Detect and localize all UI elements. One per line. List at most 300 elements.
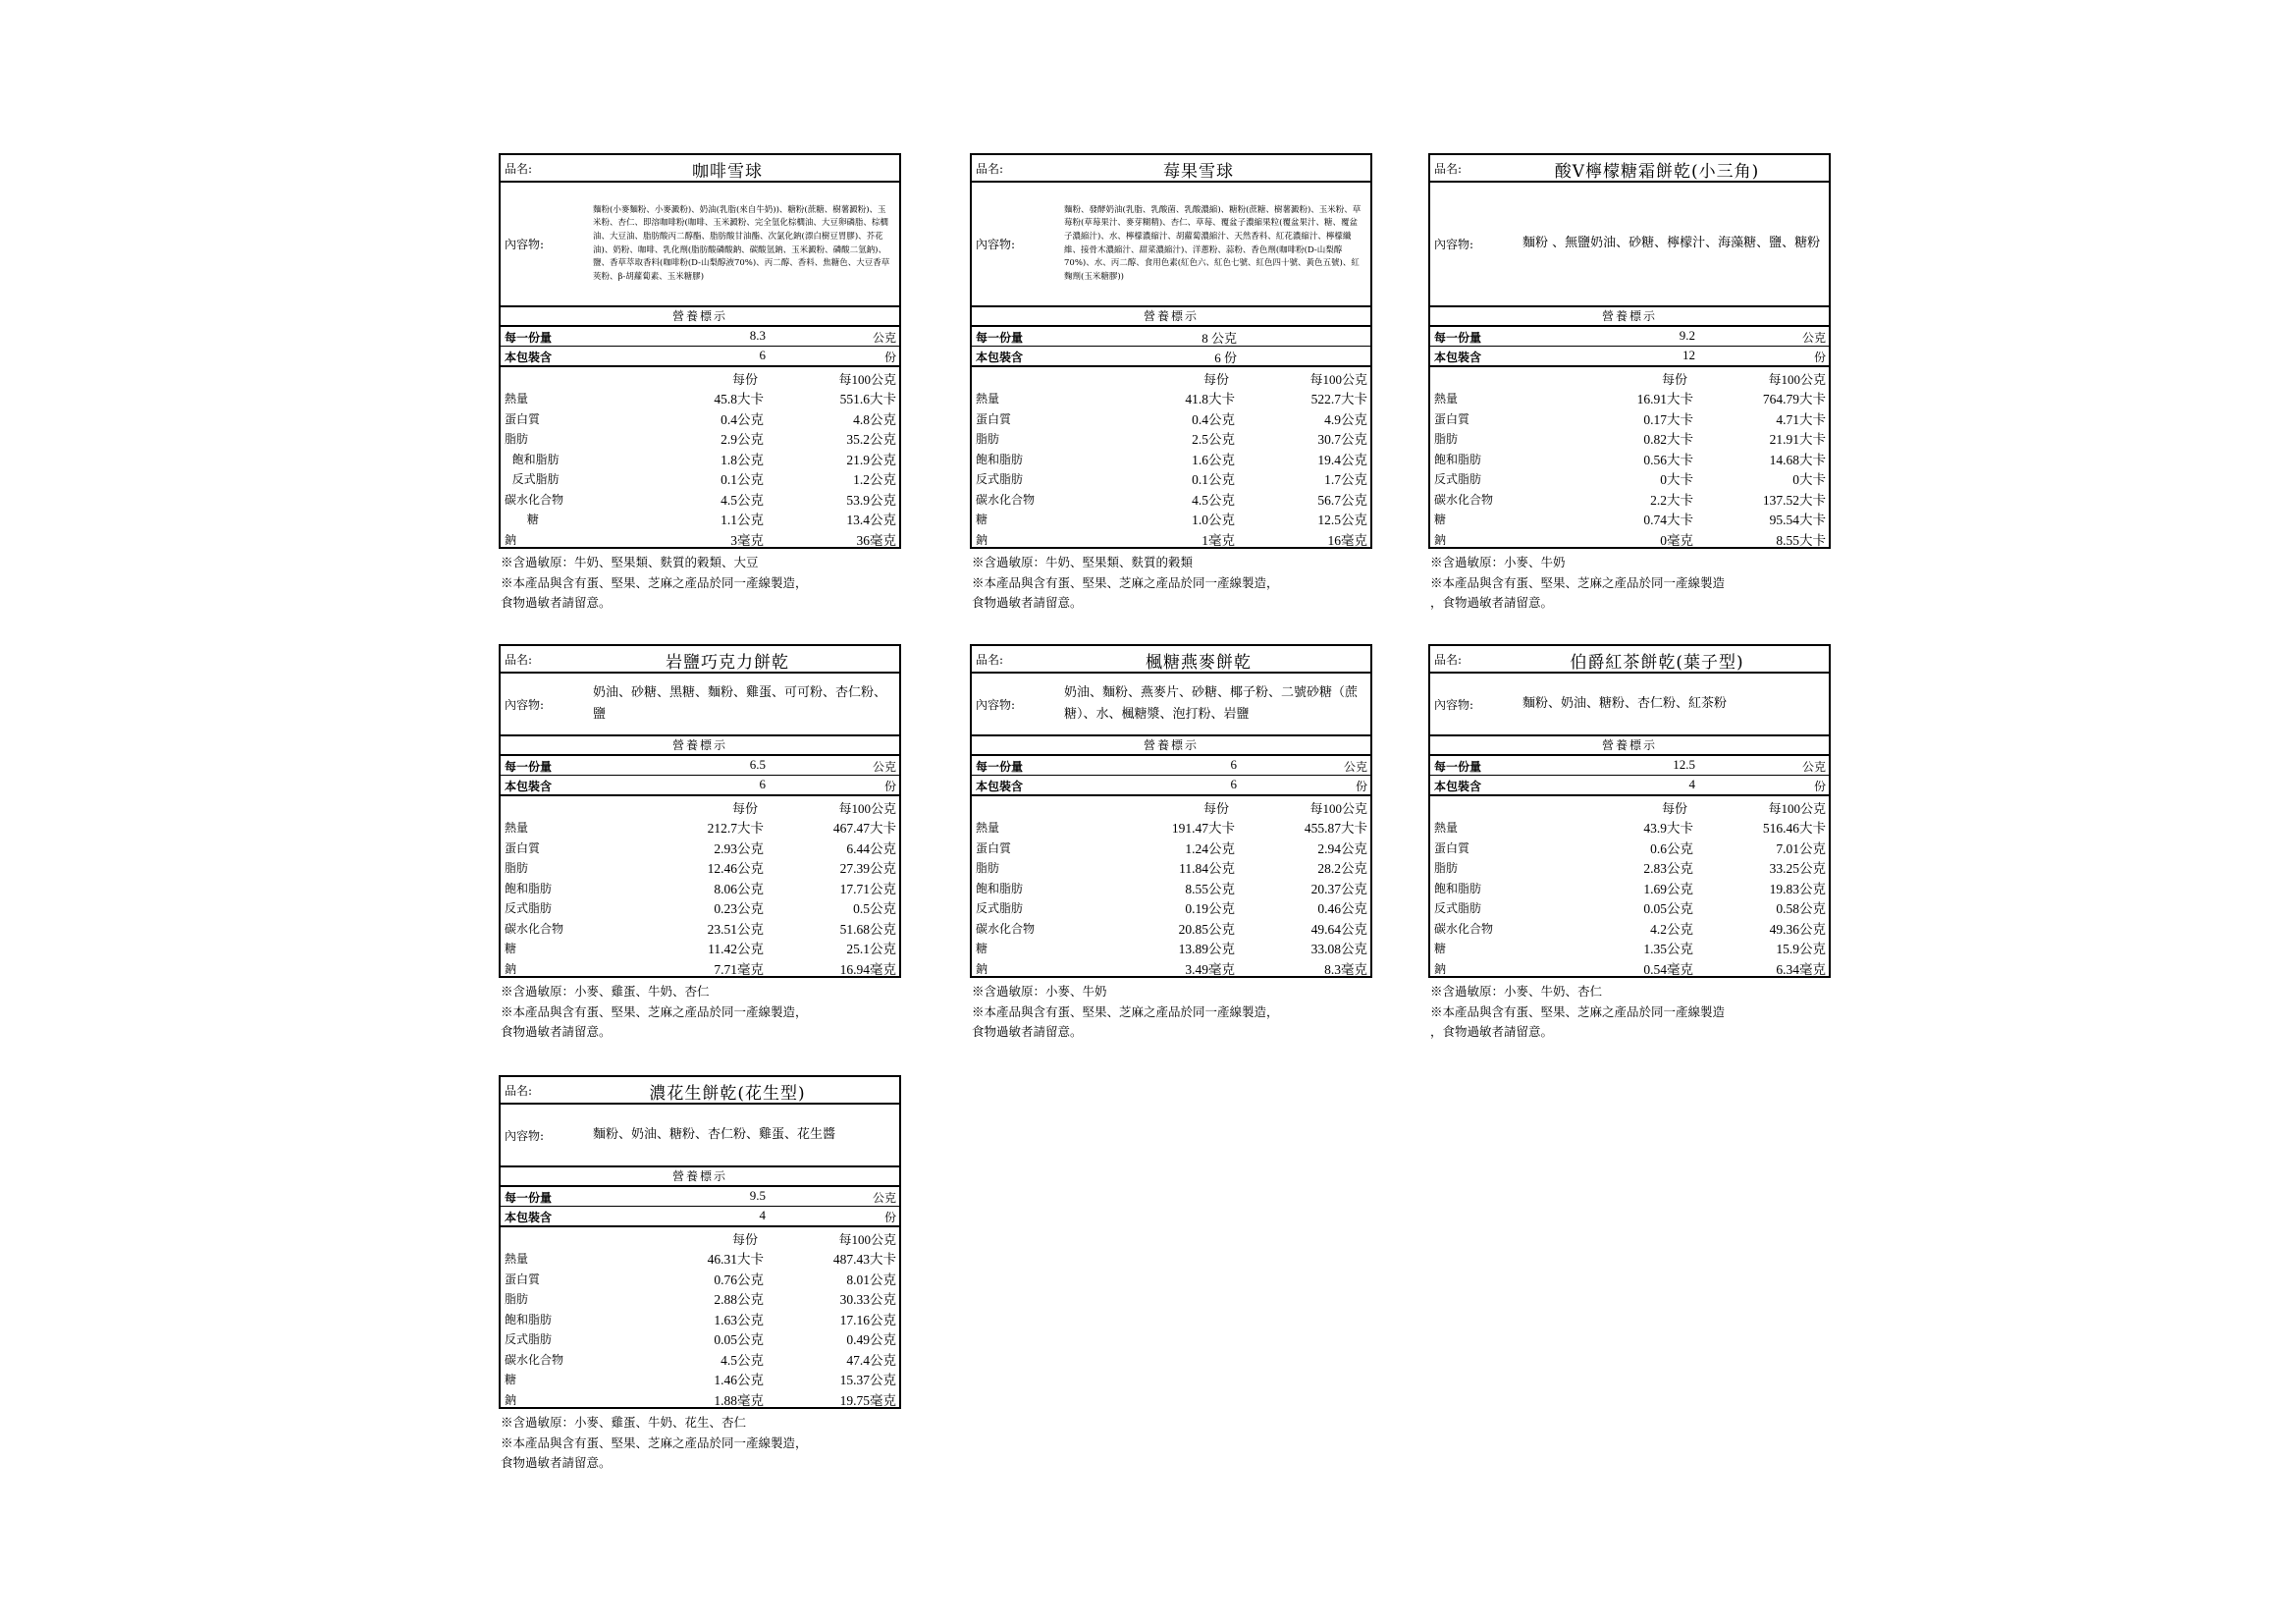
nutrient-row: [1430, 855, 1829, 876]
allergen-note-line: ※本產品與含有蛋、堅果、芝麻之產品於同一產線製造: [1430, 1003, 1726, 1019]
ingredients-text: 麵粉、奶油、糖粉、杏仁粉、雞蛋、花生醬: [593, 1126, 836, 1142]
nutrient-row: [501, 527, 899, 548]
serving-size-value: 8.3: [749, 328, 766, 343]
nutrient-label: 糖: [505, 1373, 517, 1386]
nutrient-per-100g: 6.44公克: [846, 840, 896, 856]
nutrient-per-serving: 1毫克: [1201, 532, 1235, 548]
nutrition-column-headers: [972, 367, 1370, 386]
allergen-note-line: ※本產品與含有蛋、堅果、芝麻之產品於同一產線製造，: [501, 1435, 808, 1450]
per-100g-header: 每100公克: [1309, 372, 1367, 387]
serving-size-value: 8 公克: [1201, 331, 1237, 346]
nutrient-label: 熱量: [976, 392, 1000, 406]
nutrition-column-headers: [1430, 796, 1829, 815]
servings-unit: 份: [1813, 780, 1826, 793]
product-card: [970, 644, 1372, 1043]
nutrient-row: [972, 406, 1370, 427]
servings-per-pack-value: 6: [759, 777, 766, 791]
nutrient-per-serving: 16.91大卡: [1636, 392, 1693, 406]
per-serving-header: 每份: [1202, 801, 1229, 816]
nutrient-per-100g: 36毫克: [856, 532, 896, 548]
nutrient-label: 反式脂肪: [1434, 901, 1482, 915]
nutrition-column-headers: [501, 367, 899, 386]
ingredients-label: 內容物:: [976, 697, 1016, 712]
nutrient-per-100g: 33.08公克: [1310, 942, 1367, 956]
nutrient-per-100g: 12.5公克: [1317, 513, 1367, 527]
servings-per-pack-label: 本包裝含: [505, 780, 553, 793]
product-name-row: [501, 1077, 899, 1105]
product-name-row: [1430, 155, 1829, 183]
nutrient-per-serving: 0.1公克: [721, 472, 764, 487]
allergen-note-line: ※本產品與含有蛋、堅果、芝麻之產品於同一產線製造，: [972, 574, 1279, 590]
servings-per-pack-row: [972, 347, 1370, 367]
nutrient-label: 熱量: [505, 392, 529, 406]
nutrient-per-serving: 0.4公克: [721, 411, 764, 427]
nutrient-label: 鈉: [976, 961, 988, 976]
nutrient-label: 熱量: [1434, 821, 1459, 835]
nutrient-row: [501, 1246, 899, 1267]
nutrient-per-serving: 11.42公克: [708, 942, 764, 956]
product-name: 咖啡雪球: [692, 162, 763, 182]
nutrient-row: [501, 855, 899, 876]
nutrient-per-100g: 49.36公克: [1769, 921, 1826, 937]
nutrient-row: [972, 426, 1370, 447]
ingredients-text: 麵粉、奶油、糖粉、杏仁粉、紅茶粉: [1522, 695, 1728, 711]
nutrient-label: 糖: [505, 942, 517, 955]
nutrient-label: 熱量: [505, 1252, 529, 1266]
product-name-row: [501, 155, 899, 183]
allergen-note-line: ※含過敏原：牛奶、堅果類、麩質的穀類、大豆: [501, 555, 759, 569]
nutrient-per-100g: 19.4公克: [1317, 452, 1367, 467]
nutrient-per-serving: 45.8大卡: [714, 392, 764, 406]
nutrient-per-100g: 7.01公克: [1776, 840, 1826, 856]
per-serving-header: 每份: [731, 1232, 758, 1247]
ingredients-label: 內容物:: [976, 238, 1016, 251]
nutrient-row: [501, 936, 899, 956]
servings-per-pack-label: 本包裝含: [1434, 351, 1482, 364]
nutrient-per-100g: 15.37公克: [839, 1373, 896, 1387]
per-serving-header: 每份: [1661, 372, 1687, 387]
serving-size-value: 6.5: [749, 757, 766, 772]
per-100g-header: 每100公克: [838, 372, 896, 387]
allergen-note-line: ※含過敏原：小麥、牛奶、杏仁: [1430, 984, 1603, 999]
nutrient-per-100g: 455.87大卡: [1304, 821, 1367, 836]
allergen-notes: [1428, 553, 1831, 614]
nutrient-row: [972, 895, 1370, 916]
product-card: [499, 153, 901, 614]
servings-unit: 份: [883, 1211, 896, 1224]
nutrient-per-serving: 20.85公克: [1178, 921, 1235, 937]
nutrient-per-serving: 1.35公克: [1643, 942, 1693, 956]
servings-per-pack-value: 4: [1688, 777, 1695, 791]
serving-size-unit: 公克: [1801, 760, 1826, 774]
ingredients-label: 內容物:: [505, 1128, 545, 1143]
nutrient-row: [1430, 466, 1829, 487]
nutrient-per-100g: 516.46大卡: [1762, 821, 1826, 836]
nutrient-row: [501, 386, 899, 406]
nutrient-per-serving: 1.8公克: [721, 452, 764, 467]
nutrient-label: 熱量: [505, 821, 529, 835]
nutrient-label: 蛋白質: [505, 840, 541, 855]
nutrient-row: [501, 815, 899, 836]
nutrition-box: [970, 153, 1372, 549]
allergen-notes: [499, 982, 901, 1043]
nutrient-per-100g: 0.58公克: [1776, 901, 1826, 916]
serving-size-row: [972, 756, 1370, 776]
nutrient-per-100g: 0.5公克: [853, 901, 896, 916]
nutrient-row: [972, 836, 1370, 856]
nutrient-per-serving: 2.5公克: [1192, 432, 1235, 447]
nutrient-per-100g: 4.71大卡: [1776, 411, 1826, 427]
nutrient-row: [972, 466, 1370, 487]
nutrient-row: [501, 1347, 899, 1368]
ingredients-text: 奶油、麵粉、燕麥片、砂糖、椰子粉、二號砂糖（蔗糖）、水、楓糖漿、泡打粉、岩鹽: [1064, 684, 1359, 722]
nutrient-row: [501, 507, 899, 527]
nutrient-label: 熱量: [1434, 392, 1459, 406]
ingredients-text: 麵粉、發酵奶油(乳脂、乳酸菌、乳酸濃縮)、糖粉(蔗糖、樹薯澱粉)、玉米粉、草莓粉(草莓果汁、麥芽糊精)、杏仁、草莓、覆盆子濃縮果粒(覆盆果汁、糖、覆盆子濃縮汁)、水、檸檬濃縮汁、胡蘿蔔濃縮汁、天然香料、紅花濃縮汁、檸檬纖維、接骨木濃縮汁、甜菜濃縮汁)、洋蔥粉、蒜粉、香色劑(咖啡粉(D-山梨醇70%)、水、丙二醇、食用色素(紅色六、紅色七號、紅色四十號、黃色五號)、紅麴劑(玉米糖膠)): [1064, 204, 1362, 282]
nutrient-per-serving: 0.05公克: [1643, 901, 1693, 916]
nutrient-per-serving: 2.88公克: [714, 1292, 764, 1307]
nutrient-per-100g: 19.75毫克: [839, 1392, 896, 1408]
product-name: 岩鹽巧克力餅乾: [666, 653, 789, 673]
nutrition-facts-heading: 營養標示: [501, 307, 899, 327]
nutrient-row: [501, 1387, 899, 1408]
product-name-row: [972, 646, 1370, 674]
nutrient-per-100g: 19.83公克: [1769, 881, 1826, 896]
nutrient-label: 反式脂肪: [976, 901, 1024, 915]
nutrient-row: [972, 916, 1370, 937]
nutrient-per-100g: 0.49公克: [846, 1332, 896, 1347]
nutrient-row: [501, 836, 899, 856]
nutrient-row: [972, 487, 1370, 508]
nutrient-per-serving: 1.6公克: [1192, 452, 1235, 467]
ingredients-text: 麵粉 、無鹽奶油、砂糖、檸檬汁、海藻糖、鹽、糖粉: [1522, 236, 1821, 251]
allergen-note-line: 食物過敏者請留意。: [972, 595, 1083, 611]
nutrient-per-100g: 8.01公克: [846, 1272, 896, 1287]
nutrient-row: [501, 1307, 899, 1327]
nutrient-per-100g: 20.37公克: [1310, 881, 1367, 896]
nutrient-label: 脂肪: [976, 861, 1000, 875]
nutrient-per-100g: 27.39公克: [839, 861, 896, 876]
nutrient-per-100g: 28.2公克: [1317, 861, 1367, 876]
nutrient-row: [1430, 815, 1829, 836]
nutrient-label: 脂肪: [505, 1292, 529, 1306]
nutrition-facts-heading: 營養標示: [501, 736, 899, 756]
nutrient-label: 糖: [505, 513, 539, 526]
ingredients-row: [501, 674, 899, 736]
nutrient-label: 反式脂肪: [1434, 472, 1482, 486]
serving-size-label: 每一份量: [1434, 760, 1482, 774]
nutrient-per-serving: 0.54毫克: [1643, 961, 1693, 977]
product-card: [970, 153, 1372, 614]
product-name: 莓果雪球: [1163, 162, 1234, 182]
nutrient-row: [1430, 876, 1829, 896]
ingredients-label: 內容物:: [1434, 238, 1474, 251]
serving-size-value: 6: [1230, 757, 1237, 772]
nutrient-row: [1430, 527, 1829, 548]
nutrient-label: 鈉: [505, 1392, 517, 1407]
product-name-label: 品名:: [1434, 162, 1463, 176]
nutrient-per-serving: 4.5公克: [1192, 492, 1235, 508]
product-card: [499, 644, 901, 1043]
nutrient-row: [501, 1286, 899, 1307]
nutrient-per-serving: 2.83公克: [1643, 861, 1693, 876]
nutrient-per-serving: 3.49毫克: [1185, 961, 1235, 977]
nutrient-label: 飽和脂肪: [976, 881, 1024, 895]
nutrient-row: [1430, 507, 1829, 527]
product-name: 楓糖燕麥餅乾: [1146, 653, 1252, 673]
nutrient-row: [501, 1367, 899, 1387]
nutrient-label: 脂肪: [976, 432, 1000, 446]
servings-per-pack-row: [1430, 347, 1829, 367]
nutrient-label: 糖: [976, 513, 988, 526]
nutrient-per-100g: 30.33公克: [839, 1292, 896, 1307]
nutrient-per-100g: 6.34毫克: [1776, 961, 1826, 977]
nutrient-row: [501, 487, 899, 508]
ingredients-text: 奶油、砂糖、黑糖、麵粉、雞蛋、可可粉、杏仁粉、鹽: [593, 684, 887, 722]
nutrient-per-100g: 53.9公克: [846, 492, 896, 508]
nutrient-per-100g: 0.46公克: [1317, 901, 1367, 916]
ingredients-row: [1430, 674, 1829, 736]
ingredients-label: 內容物:: [505, 697, 545, 712]
nutrient-label: 碳水化合物: [976, 921, 1036, 936]
product-name-label: 品名:: [505, 1084, 533, 1098]
nutrient-per-100g: 21.91大卡: [1769, 432, 1826, 447]
allergen-note-line: ※含過敏原：小麥、牛奶: [972, 984, 1107, 999]
servings-unit: 份: [1355, 780, 1367, 793]
nutrient-per-100g: 14.68大卡: [1769, 452, 1826, 467]
nutrient-label: 鈉: [505, 961, 517, 976]
nutrient-per-100g: 51.68公克: [839, 921, 896, 937]
nutrient-label: 蛋白質: [505, 411, 541, 426]
nutrient-label: 糖: [1434, 942, 1447, 955]
nutrient-label: 飽和脂肪: [976, 452, 1024, 466]
nutrient-row: [1430, 386, 1829, 406]
nutrition-facts-heading: 營養標示: [501, 1167, 899, 1187]
allergen-note-line: ※含過敏原：牛奶、堅果類、麩質的穀類: [972, 555, 1194, 569]
servings-per-pack-row: [501, 1207, 899, 1227]
nutrition-facts-heading: 營養標示: [972, 307, 1370, 327]
nutrient-per-100g: 17.71公克: [839, 881, 896, 896]
serving-size-label: 每一份量: [1434, 331, 1482, 345]
nutrient-per-100g: 15.9公克: [1776, 942, 1826, 956]
nutrition-box: [499, 644, 901, 978]
allergen-note-line: ，食物過敏者請留意。: [1430, 595, 1554, 611]
per-100g-header: 每100公克: [838, 801, 896, 816]
servings-per-pack-value: 6: [759, 348, 766, 362]
per-serving-header: 每份: [1661, 801, 1687, 816]
serving-size-row: [501, 756, 899, 776]
allergen-notes: [499, 1413, 901, 1474]
servings-per-pack-row: [501, 776, 899, 796]
ingredients-row: [1430, 183, 1829, 307]
serving-size-row: [972, 327, 1370, 347]
nutrient-label: 脂肪: [505, 861, 529, 875]
product-name-row: [972, 155, 1370, 183]
per-100g-header: 每100公克: [1768, 801, 1826, 816]
nutrient-per-serving: 0大卡: [1660, 472, 1693, 487]
ingredients-row: [972, 183, 1370, 307]
nutrient-row: [972, 876, 1370, 896]
nutrient-row: [501, 956, 899, 977]
nutrient-per-serving: 0.1公克: [1192, 472, 1235, 487]
serving-size-unit: 公克: [872, 760, 896, 774]
nutrition-column-headers: [501, 796, 899, 815]
nutrient-per-100g: 522.7大卡: [1310, 392, 1367, 406]
nutrient-per-100g: 21.9公克: [846, 452, 896, 467]
nutrient-per-serving: 46.31大卡: [707, 1252, 764, 1267]
nutrient-per-serving: 0.74大卡: [1643, 513, 1693, 527]
nutrient-per-serving: 13.89公克: [1178, 942, 1235, 956]
nutrient-label: 糖: [1434, 513, 1447, 526]
nutrient-label: 蛋白質: [505, 1272, 541, 1286]
nutrition-facts-heading: 營養標示: [972, 736, 1370, 756]
nutrition-box: [1428, 644, 1831, 978]
per-100g-header: 每100公克: [1309, 801, 1367, 816]
nutrient-label: 糖: [976, 942, 988, 955]
nutrient-per-serving: 0.17大卡: [1643, 411, 1693, 427]
nutrient-per-serving: 191.47大卡: [1171, 821, 1235, 836]
nutrient-row: [501, 426, 899, 447]
nutrient-row: [972, 936, 1370, 956]
per-serving-header: 每份: [731, 372, 758, 387]
nutrient-per-serving: 11.84公克: [1179, 861, 1235, 876]
nutrient-row: [1430, 936, 1829, 956]
serving-size-label: 每一份量: [976, 331, 1024, 345]
nutrient-per-serving: 3毫克: [730, 532, 764, 548]
serving-size-unit: 公克: [1343, 760, 1367, 774]
allergen-notes: [499, 553, 901, 614]
allergen-note-line: ※含過敏原：小麥、雞蛋、牛奶、杏仁: [501, 984, 710, 999]
allergen-note-line: 食物過敏者請留意。: [501, 1024, 612, 1040]
nutrient-per-100g: 49.64公克: [1310, 921, 1367, 937]
per-serving-header: 每份: [1202, 372, 1229, 387]
allergen-note-line: ※本產品與含有蛋、堅果、芝麻之產品於同一產線製造，: [501, 574, 808, 590]
nutrient-per-100g: 8.3毫克: [1324, 961, 1367, 977]
nutrient-label: 鈉: [1434, 532, 1447, 547]
nutrient-row: [1430, 447, 1829, 467]
nutrient-per-100g: 16毫克: [1327, 532, 1367, 548]
nutrient-label: 蛋白質: [976, 411, 1012, 426]
serving-size-unit: 公克: [1801, 331, 1826, 345]
nutrient-per-serving: 8.06公克: [714, 881, 764, 896]
nutrient-label: 碳水化合物: [1434, 921, 1494, 936]
nutrient-label: 飽和脂肪: [1434, 452, 1482, 466]
nutrient-row: [972, 527, 1370, 548]
nutrient-row: [972, 956, 1370, 977]
nutrient-per-serving: 4.5公克: [721, 492, 764, 508]
nutrition-box: [499, 1075, 901, 1409]
nutrient-per-serving: 1.1公克: [721, 513, 764, 527]
nutrient-row: [1430, 895, 1829, 916]
nutrient-per-100g: 467.47大卡: [832, 821, 896, 836]
serving-size-value: 9.5: [749, 1188, 766, 1203]
nutrient-per-100g: 95.54大卡: [1769, 513, 1826, 527]
product-name-row: [1430, 646, 1829, 674]
nutrient-per-100g: 25.1公克: [846, 942, 896, 956]
nutrient-per-serving: 8.55公克: [1185, 881, 1235, 896]
nutrient-row: [1430, 426, 1829, 447]
serving-size-value: 12.5: [1673, 757, 1695, 772]
nutrient-per-serving: 1.63公克: [714, 1312, 764, 1327]
nutrient-row: [501, 447, 899, 467]
nutrient-per-serving: 1.46公克: [714, 1373, 764, 1387]
nutrient-per-100g: 13.4公克: [846, 513, 896, 527]
nutrient-per-serving: 2.93公克: [714, 840, 764, 856]
servings-per-pack-value: 6 份: [1214, 351, 1237, 365]
product-card: [1428, 153, 1831, 614]
nutrient-per-serving: 0.23公克: [714, 901, 764, 916]
nutrient-row: [972, 386, 1370, 406]
nutrient-per-serving: 43.9大卡: [1643, 821, 1693, 836]
nutrient-per-serving: 41.8大卡: [1185, 392, 1235, 406]
allergen-notes: [970, 553, 1372, 614]
nutrient-label: 飽和脂肪: [505, 881, 553, 895]
serving-size-value: 9.2: [1679, 328, 1695, 343]
nutrient-per-100g: 551.6大卡: [839, 392, 896, 406]
nutrient-label: 反式脂肪: [505, 901, 553, 915]
product-name-label: 品名:: [976, 162, 1004, 176]
nutrient-row: [501, 895, 899, 916]
product-name-label: 品名:: [1434, 653, 1463, 667]
servings-per-pack-value: 6: [1230, 777, 1237, 791]
nutrient-per-serving: 1.0公克: [1192, 513, 1235, 527]
allergen-note-line: 食物過敏者請留意。: [501, 595, 612, 611]
nutrient-per-serving: 0.19公克: [1185, 901, 1235, 916]
nutrient-per-100g: 137.52大卡: [1762, 492, 1826, 508]
nutrient-label: 碳水化合物: [505, 1352, 564, 1367]
nutrient-row: [501, 916, 899, 937]
nutrient-label: 反式脂肪: [976, 472, 1024, 486]
allergen-note-line: ※含過敏原：小麥、牛奶: [1430, 555, 1566, 569]
servings-per-pack-label: 本包裝含: [505, 1211, 553, 1224]
nutrient-per-100g: 487.43大卡: [832, 1252, 896, 1267]
nutrition-facts-heading: 營養標示: [1430, 736, 1829, 756]
per-serving-header: 每份: [731, 801, 758, 816]
allergen-note-line: 食物過敏者請留意。: [501, 1455, 612, 1471]
nutrient-label: 飽和脂肪: [505, 452, 560, 466]
nutrient-per-100g: 8.55大卡: [1776, 532, 1826, 548]
product-name: 濃花生餅乾(花生型): [649, 1084, 806, 1104]
serving-size-row: [501, 1187, 899, 1207]
servings-per-pack-label: 本包裝含: [976, 351, 1024, 364]
nutrient-row: [972, 815, 1370, 836]
nutrient-label: 飽和脂肪: [1434, 881, 1482, 895]
nutrient-label: 飽和脂肪: [505, 1312, 553, 1326]
serving-size-label: 每一份量: [505, 1191, 553, 1205]
servings-per-pack-value: 12: [1682, 348, 1695, 362]
nutrient-label: 碳水化合物: [1434, 492, 1494, 507]
nutrient-per-serving: 0.6公克: [1650, 840, 1693, 856]
nutrient-per-serving: 0.05公克: [714, 1332, 764, 1347]
nutrient-per-serving: 2.2大卡: [1650, 492, 1693, 508]
servings-per-pack-row: [1430, 776, 1829, 796]
nutrient-per-100g: 16.94毫克: [839, 961, 896, 977]
nutrient-label: 碳水化合物: [505, 492, 564, 507]
allergen-notes: [1428, 982, 1831, 1043]
allergen-note-line: ※本產品與含有蛋、堅果、芝麻之產品於同一產線製造: [1430, 574, 1726, 590]
serving-size-row: [1430, 327, 1829, 347]
allergen-note-line: ，食物過敏者請留意。: [1430, 1024, 1554, 1040]
nutrient-row: [501, 466, 899, 487]
nutrient-label: 蛋白質: [976, 840, 1012, 855]
nutrient-per-100g: 2.94公克: [1317, 840, 1367, 856]
allergen-note-line: ※含過敏原：小麥、雞蛋、牛奶、花生、杏仁: [501, 1415, 747, 1430]
servings-per-pack-label: 本包裝含: [505, 351, 553, 364]
nutrient-label: 蛋白質: [1434, 840, 1470, 855]
nutrition-column-headers: [972, 796, 1370, 815]
product-name-label: 品名:: [505, 162, 533, 176]
serving-size-label: 每一份量: [505, 331, 553, 345]
